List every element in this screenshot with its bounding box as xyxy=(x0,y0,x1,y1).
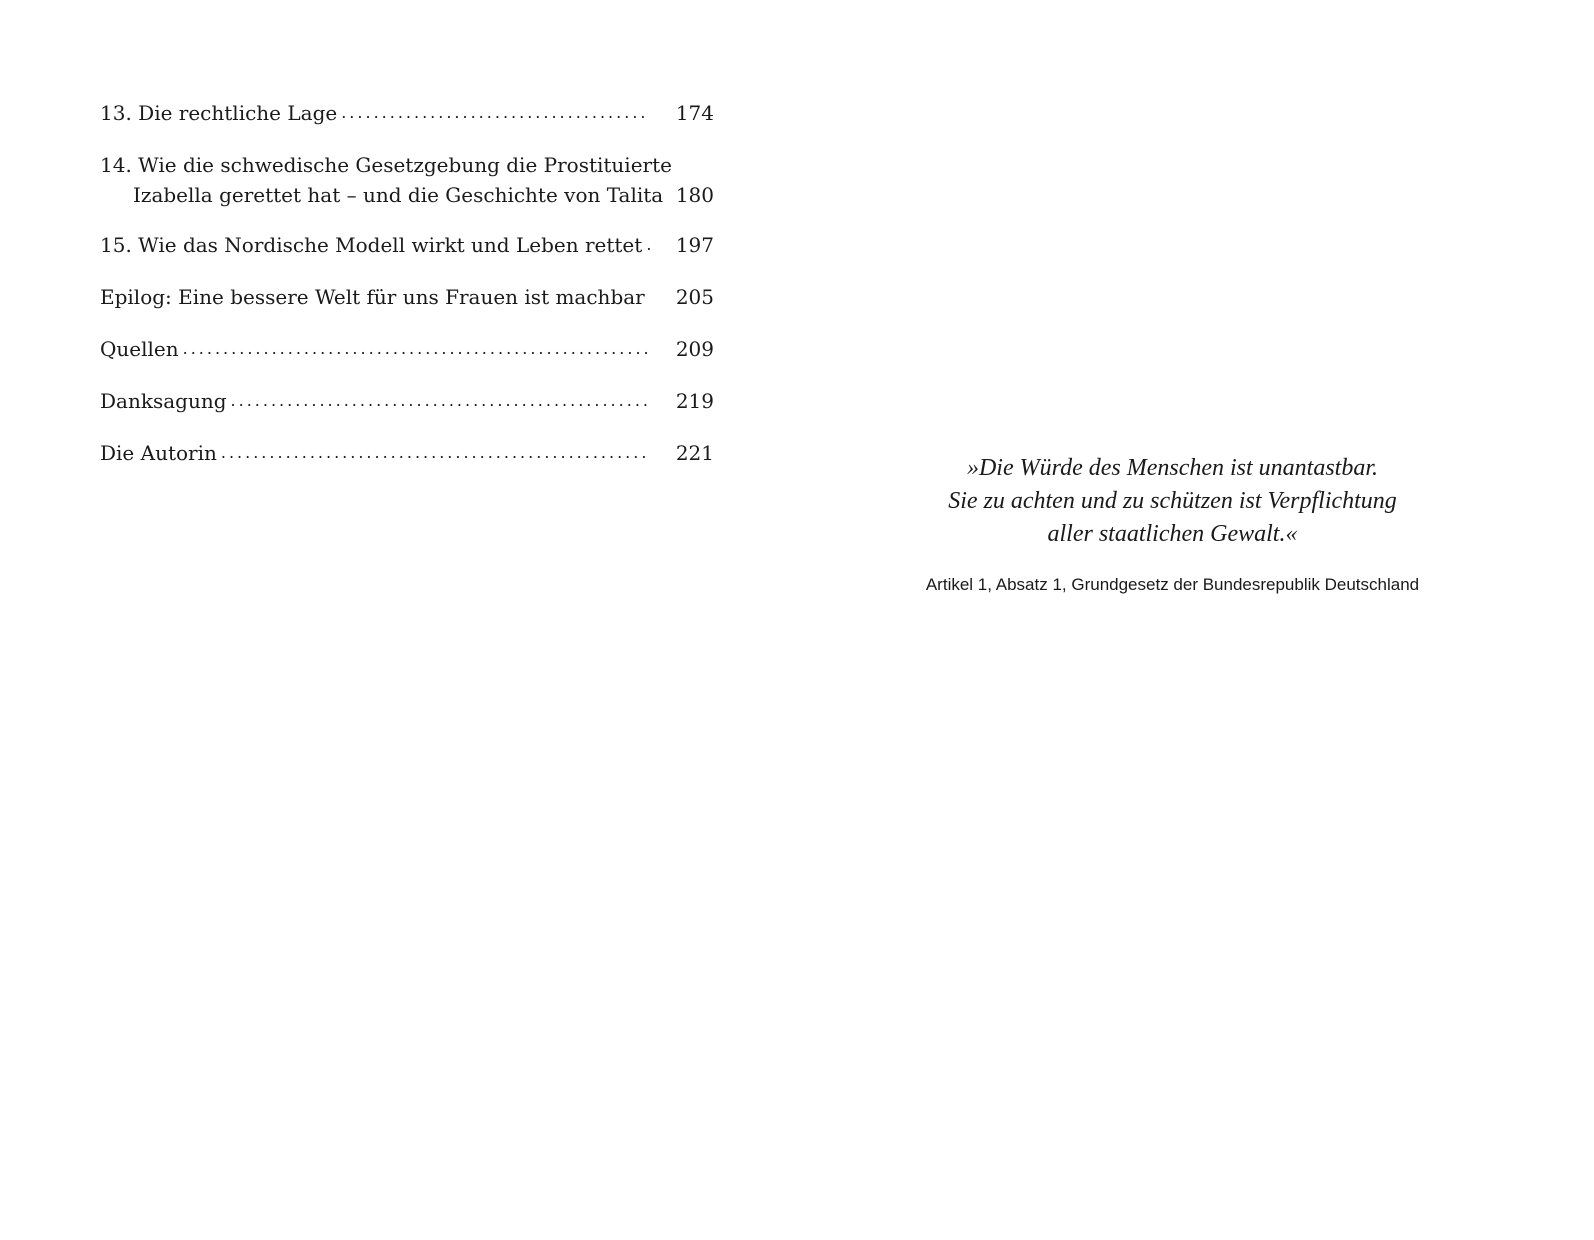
toc-page-number: 180 xyxy=(675,183,714,207)
toc-entry-title: 14. Wie die schwedische Gesetzgebung die Prostituierte xyxy=(100,153,672,177)
toc-leader-dots xyxy=(183,334,650,364)
toc-entry-title: Danksagung xyxy=(100,389,227,413)
toc-page-number: 174 xyxy=(675,101,714,125)
toc-entry-title: Epilog: Eine bessere Welt für uns Frauen ist machbar xyxy=(100,285,645,309)
toc-entry-title: Quellen xyxy=(100,337,179,361)
toc-leader-dots xyxy=(231,386,650,416)
toc-entry-title: Die Autorin xyxy=(100,441,217,465)
toc-entry xyxy=(100,98,714,128)
toc-page-number: 219 xyxy=(675,389,714,413)
epigraph-quote-line: »Die Würde des Menschen ist unantastbar. xyxy=(966,455,1379,481)
toc-entry xyxy=(100,386,714,416)
toc-entry xyxy=(100,150,714,210)
toc-entry xyxy=(100,438,714,468)
epigraph-source: Artikel 1, Absatz 1, Grundgesetz der Bundesrepublik Deutschland xyxy=(925,575,1420,594)
epigraph-quote-line: Sie zu achten und zu schützen ist Verpflichtung xyxy=(948,488,1397,514)
epigraph xyxy=(880,452,1465,597)
epigraph-quote xyxy=(880,452,1465,551)
table-of-contents xyxy=(100,98,714,490)
toc-entry-title-continued: Izabella gerettet hat – und die Geschichte von Talita xyxy=(133,183,664,207)
epigraph-quote-line: aller staatlichen Gewalt.« xyxy=(1047,521,1298,547)
toc-entry xyxy=(100,230,714,260)
toc-entry xyxy=(100,282,714,312)
toc-page-number: 205 xyxy=(675,285,714,309)
toc-page-number: 197 xyxy=(675,233,714,257)
toc-page-number: 221 xyxy=(675,441,714,465)
toc-leader-dots xyxy=(221,438,650,468)
toc-entry-title: 13. Die rechtliche Lage xyxy=(100,101,338,125)
toc-entry xyxy=(100,334,714,364)
toc-leader-dots xyxy=(341,98,650,128)
toc-page-number: 209 xyxy=(675,337,714,361)
toc-entry-title: 15. Wie das Nordische Modell wirkt und Leben rettet xyxy=(100,233,643,257)
